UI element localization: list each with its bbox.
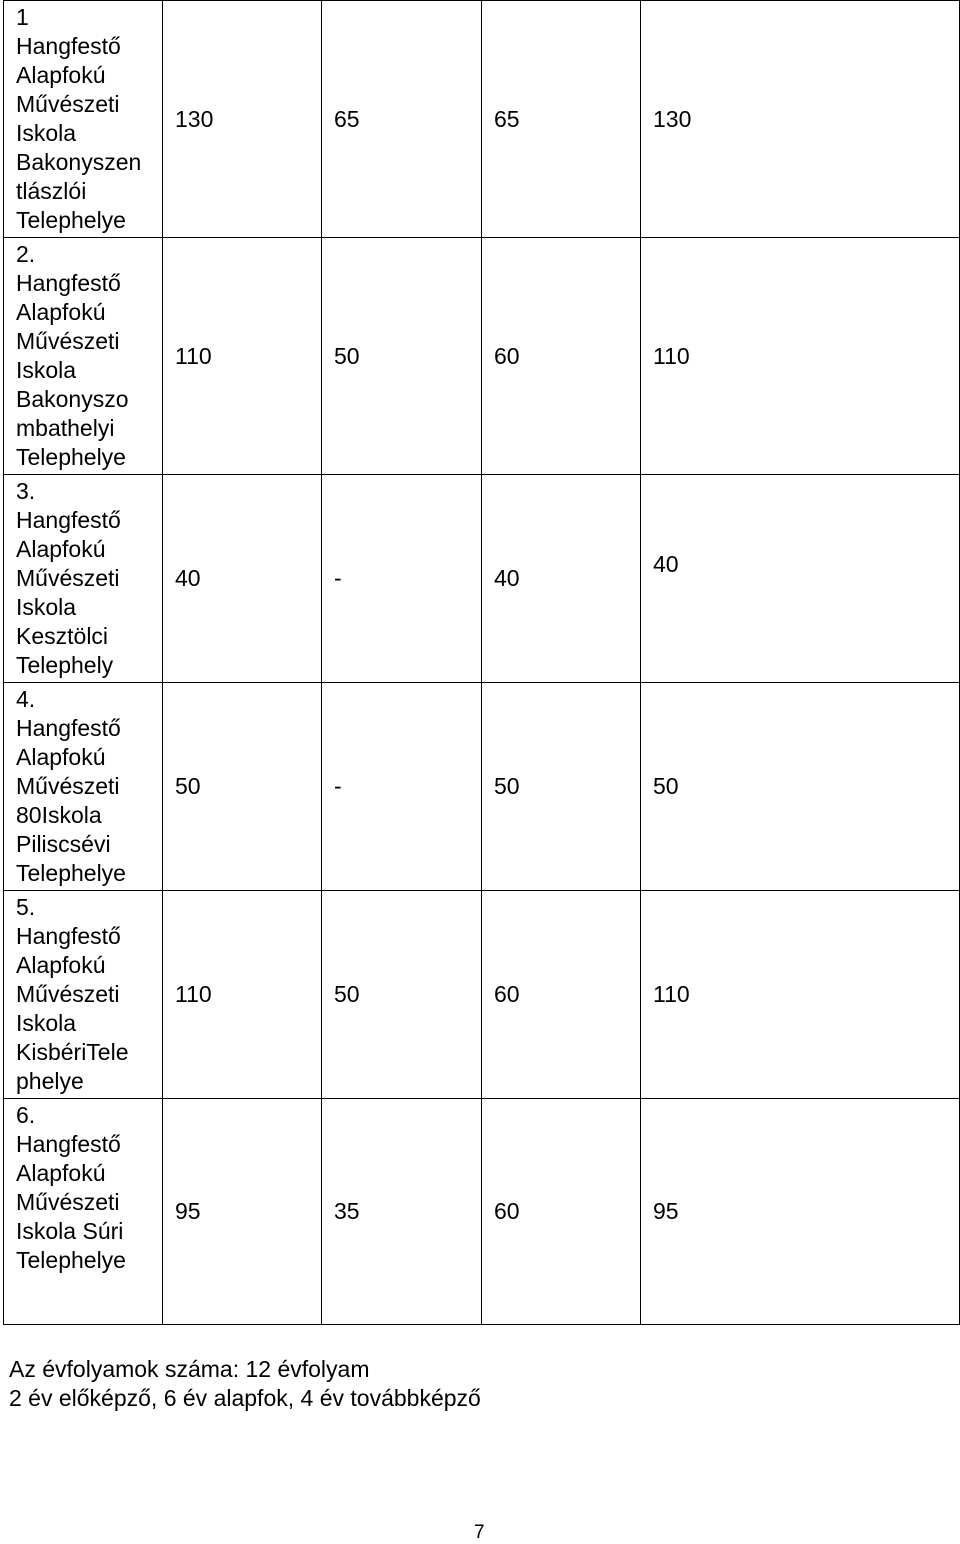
value-cell: 95	[641, 1099, 960, 1325]
site-name: 2. Hangfestő Alapfokú Művészeti Iskola Bakonyszo mbathelyi Telephelye	[16, 241, 129, 470]
value-cell: 50	[322, 891, 482, 1099]
value-cell: 110	[641, 891, 960, 1099]
site-name-cell	[4, 683, 163, 891]
site-name: 6. Hangfestő Alapfokú Művészeti Iskola Súri Telephelye	[16, 1102, 126, 1273]
table-row	[4, 238, 960, 475]
grade-count-text: Az évfolyamok száma: 12 évfolyam	[9, 1356, 370, 1382]
site-name-cell	[4, 1099, 163, 1325]
table-row	[4, 891, 960, 1099]
table-row	[4, 683, 960, 891]
page-number: 7	[474, 1522, 485, 1543]
value-cell: 110	[641, 238, 960, 475]
value-cell	[641, 475, 960, 683]
value-cell: -	[322, 475, 482, 683]
grade-summary	[9, 1355, 481, 1413]
value-cell: 50	[322, 238, 482, 475]
site-name: 1 Hangfestő Alapfokú Művészeti Iskola Bakonyszen tlászlói Telephelye	[16, 4, 142, 233]
value-cell: 50	[482, 683, 641, 891]
value-cell: -	[322, 683, 482, 891]
value-cell: 60	[482, 891, 641, 1099]
value-cell: 65	[322, 1, 482, 238]
grade-breakdown-text: 2 év előképző, 6 év alapfok, 4 év továbbképző	[9, 1385, 481, 1411]
value-cell: 40	[163, 475, 322, 683]
table-row	[4, 1, 960, 238]
value-cell: 130	[163, 1, 322, 238]
value-cell: 95	[163, 1099, 322, 1325]
value-cell: 35	[322, 1099, 482, 1325]
site-name-cell	[4, 238, 163, 475]
site-name: 4. Hangfestő Alapfokú Művészeti 80Iskola Piliscsévi Telephelye	[16, 686, 126, 886]
site-name: 5. Hangfestő Alapfokú Művészeti Iskola KisbériTele phelye	[16, 894, 129, 1094]
site-name-cell	[4, 891, 163, 1099]
value-cell: 65	[482, 1, 641, 238]
value-cell: 40	[482, 475, 641, 683]
value-cell: 60	[482, 1099, 641, 1325]
table-row	[4, 1099, 960, 1325]
value-cell: 130	[641, 1, 960, 238]
site-name: 3. Hangfestő Alapfokú Művészeti Iskola Kesztölci Telephely	[16, 478, 121, 678]
school-sites-table	[3, 0, 960, 1325]
site-name-cell	[4, 1, 163, 238]
value-cell: 110	[163, 238, 322, 475]
value-cell: 50	[163, 683, 322, 891]
value-cell: 60	[482, 238, 641, 475]
value-cell: 110	[163, 891, 322, 1099]
value-cell: 50	[641, 683, 960, 891]
site-name-cell	[4, 475, 163, 683]
value-text: 40	[653, 551, 679, 577]
table-row	[4, 475, 960, 683]
